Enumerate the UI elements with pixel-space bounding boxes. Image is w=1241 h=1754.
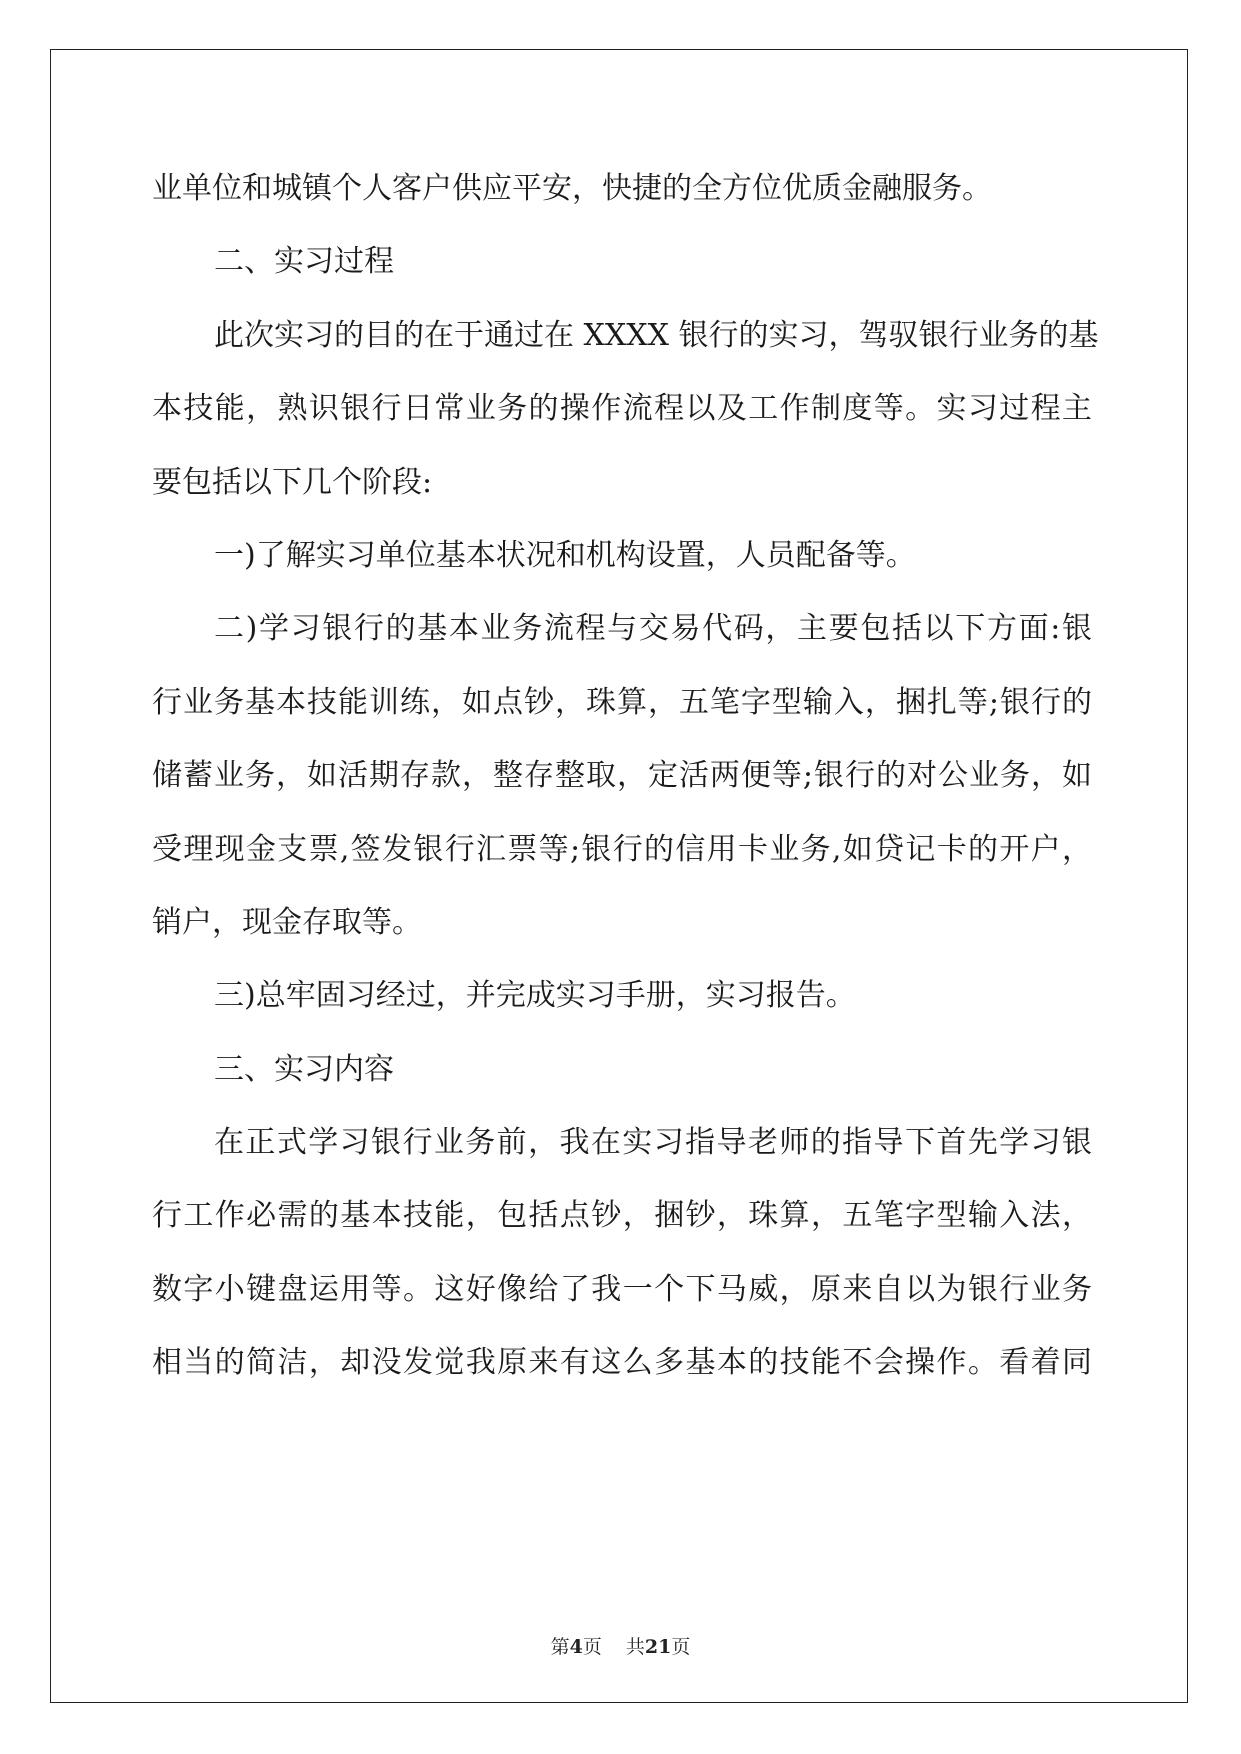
footer-prefix: 第 xyxy=(550,1636,570,1658)
footer-total-suffix: 页 xyxy=(671,1636,691,1658)
footer-page-number: 4 xyxy=(569,1636,583,1658)
footer-page-suffix: 页 xyxy=(582,1636,602,1658)
text-line: 此次实习的目的在于通过在 XXXX 银行的实习，驾驭银行业务的基 xyxy=(214,317,1099,353)
text-line: 业单位和城镇个人客户供应平安，快捷的全方位优质金融服务。 xyxy=(152,171,992,206)
page-footer xyxy=(0,1632,1241,1659)
text-line: 在正式学习银行业务前，我在实习指导老师的指导下首先学习银 xyxy=(214,1125,1092,1161)
text-line: 要包括以下几个阶段: xyxy=(152,464,433,500)
text-line: 二)学习银行的基本业务流程与交易代码，主要包括以下方面:银 xyxy=(214,611,1092,647)
text-line: 储蓄业务，如活期存款，整存整取，定活两便等;银行的对公业务，如 xyxy=(152,758,1092,794)
footer-total-prefix: 共 xyxy=(625,1636,645,1658)
text-line: 本技能，熟识银行日常业务的操作流程以及工作制度等。实习过程主 xyxy=(152,391,1092,427)
text-line: 受理现金支票,签发银行汇票等;银行的信用卡业务,如贷记卡的开户， xyxy=(152,831,1092,867)
text-line: 行业务基本技能训练，如点钞，珠算，五笔字型输入，捆扎等;银行的 xyxy=(152,684,1092,720)
text-line: 一)了解实习单位基本状况和机构设置，人员配备等。 xyxy=(214,537,916,573)
footer-total-pages: 21 xyxy=(644,1636,672,1658)
document-body xyxy=(152,160,1099,1408)
text-line: 相当的简洁，却没发觉我原来有这么多基本的技能不会操作。看着同 xyxy=(152,1345,1092,1381)
text-line: 数字小键盘运用等。这好像给了我一个下马威，原来自以为银行业务 xyxy=(152,1271,1092,1307)
text-line: 三)总牢固习经过，并完成实习手册，实习报告。 xyxy=(214,978,856,1014)
text-line: 二、实习过程 xyxy=(214,244,394,280)
text-line: 销户，现金存取等。 xyxy=(152,904,422,940)
text-line: 行工作必需的基本技能，包括点钞，捆钞，珠算，五笔字型输入法， xyxy=(152,1198,1092,1234)
text-line: 三、实习内容 xyxy=(214,1051,394,1087)
